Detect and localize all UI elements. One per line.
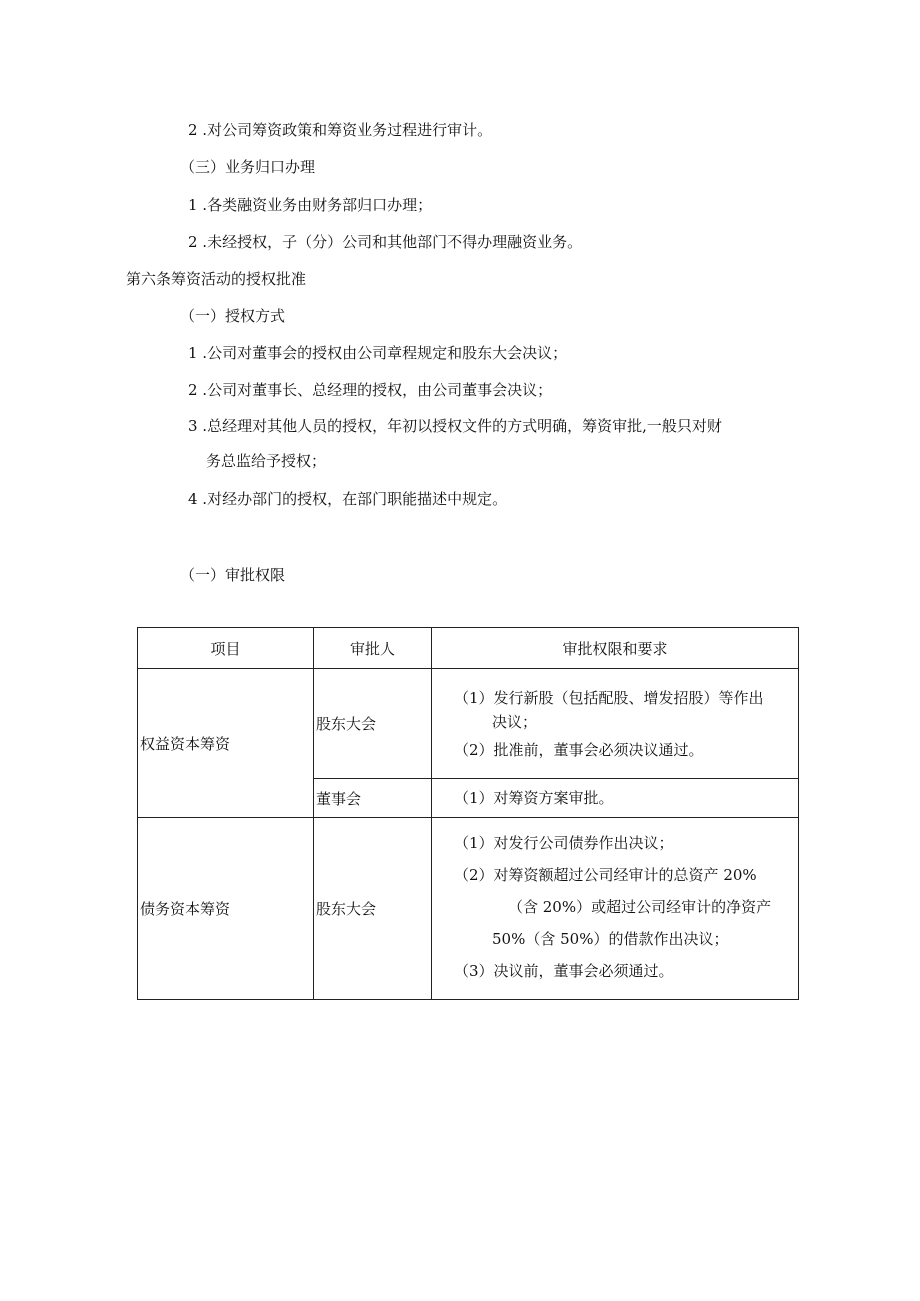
- requirement-line: （1）对发行公司债券作出决议；: [454, 833, 674, 852]
- approver-shareholders-meeting: [314, 669, 432, 779]
- table-header-row: [138, 628, 799, 669]
- paragraph-chairman-authorization: 2 .公司对董事长、总经理的授权，由公司董事会决议；: [188, 381, 553, 399]
- approver-label: 股东大会: [316, 900, 377, 918]
- article-six-heading: 第六条筹资活动的授权批准: [126, 270, 307, 288]
- approver-board: [314, 779, 432, 818]
- requirement-line: （1）对筹资方案审批。: [454, 789, 614, 807]
- paragraph-dept-authorization: 4 .对经办部门的授权，在部门职能描述中规定。: [188, 490, 508, 508]
- item-debt-financing: [138, 818, 314, 1000]
- paragraph-gm-authorization: 3 .总经理对其他人员的授权，年初以授权文件的方式明确，筹资审批,一般只对财: [188, 417, 722, 435]
- requirement-line: （1）发行新股（包括配股、增发招股）等作出: [454, 688, 764, 707]
- paragraph-finance-dept: 1 .各类融资业务由财务部归口办理；: [188, 196, 433, 214]
- approver-label: 股东大会: [316, 715, 377, 733]
- requirement-line: 决议；: [492, 712, 538, 731]
- requirements-cell: [432, 669, 799, 779]
- paragraph-board-authorization: 1 .公司对董事会的授权由公司章程规定和股东大会决议；: [188, 344, 568, 362]
- heading-approval-authority: （一）审批权限: [180, 566, 286, 584]
- requirement-line: （含 20%）或超过公司经审计的净资产: [508, 897, 772, 916]
- item-label: 权益资本筹资: [140, 734, 231, 753]
- approver-label: 董事会: [316, 789, 362, 808]
- requirement-line: （3）决议前，董事会必须通过。: [454, 961, 674, 980]
- heading-authorization-method: （一）授权方式: [180, 307, 286, 325]
- requirement-line: 50%（含 50%）的借款作出决议；: [492, 929, 729, 948]
- table-row: [138, 818, 799, 1000]
- table-row: [138, 669, 799, 779]
- item-equity-financing: [138, 669, 314, 818]
- paragraph-unauthorized: 2 .未经授权，子（分）公司和其他部门不得办理融资业务。: [188, 233, 583, 251]
- requirements-cell: [432, 779, 799, 818]
- header-approver: 审批人: [314, 628, 432, 669]
- requirement-line: （2）对筹资额超过公司经审计的总资产 20%: [454, 865, 757, 884]
- requirements-cell: [432, 818, 799, 1000]
- paragraph-gm-authorization-cont: 务总监给予授权；: [206, 452, 327, 470]
- requirement-line: （2）批准前，董事会必须决议通过。: [454, 740, 704, 759]
- approver-shareholders-meeting: [314, 818, 432, 1000]
- item-label: 债务资本筹资: [140, 900, 231, 918]
- heading-business-centralization: （三）业务归口办理: [180, 158, 316, 176]
- paragraph-audit: 2 .对公司筹资政策和筹资业务过程进行审计。: [188, 121, 493, 139]
- header-item: 项目: [138, 628, 314, 669]
- approval-table: [137, 627, 799, 1000]
- header-requirements: 审批权限和要求: [432, 628, 799, 669]
